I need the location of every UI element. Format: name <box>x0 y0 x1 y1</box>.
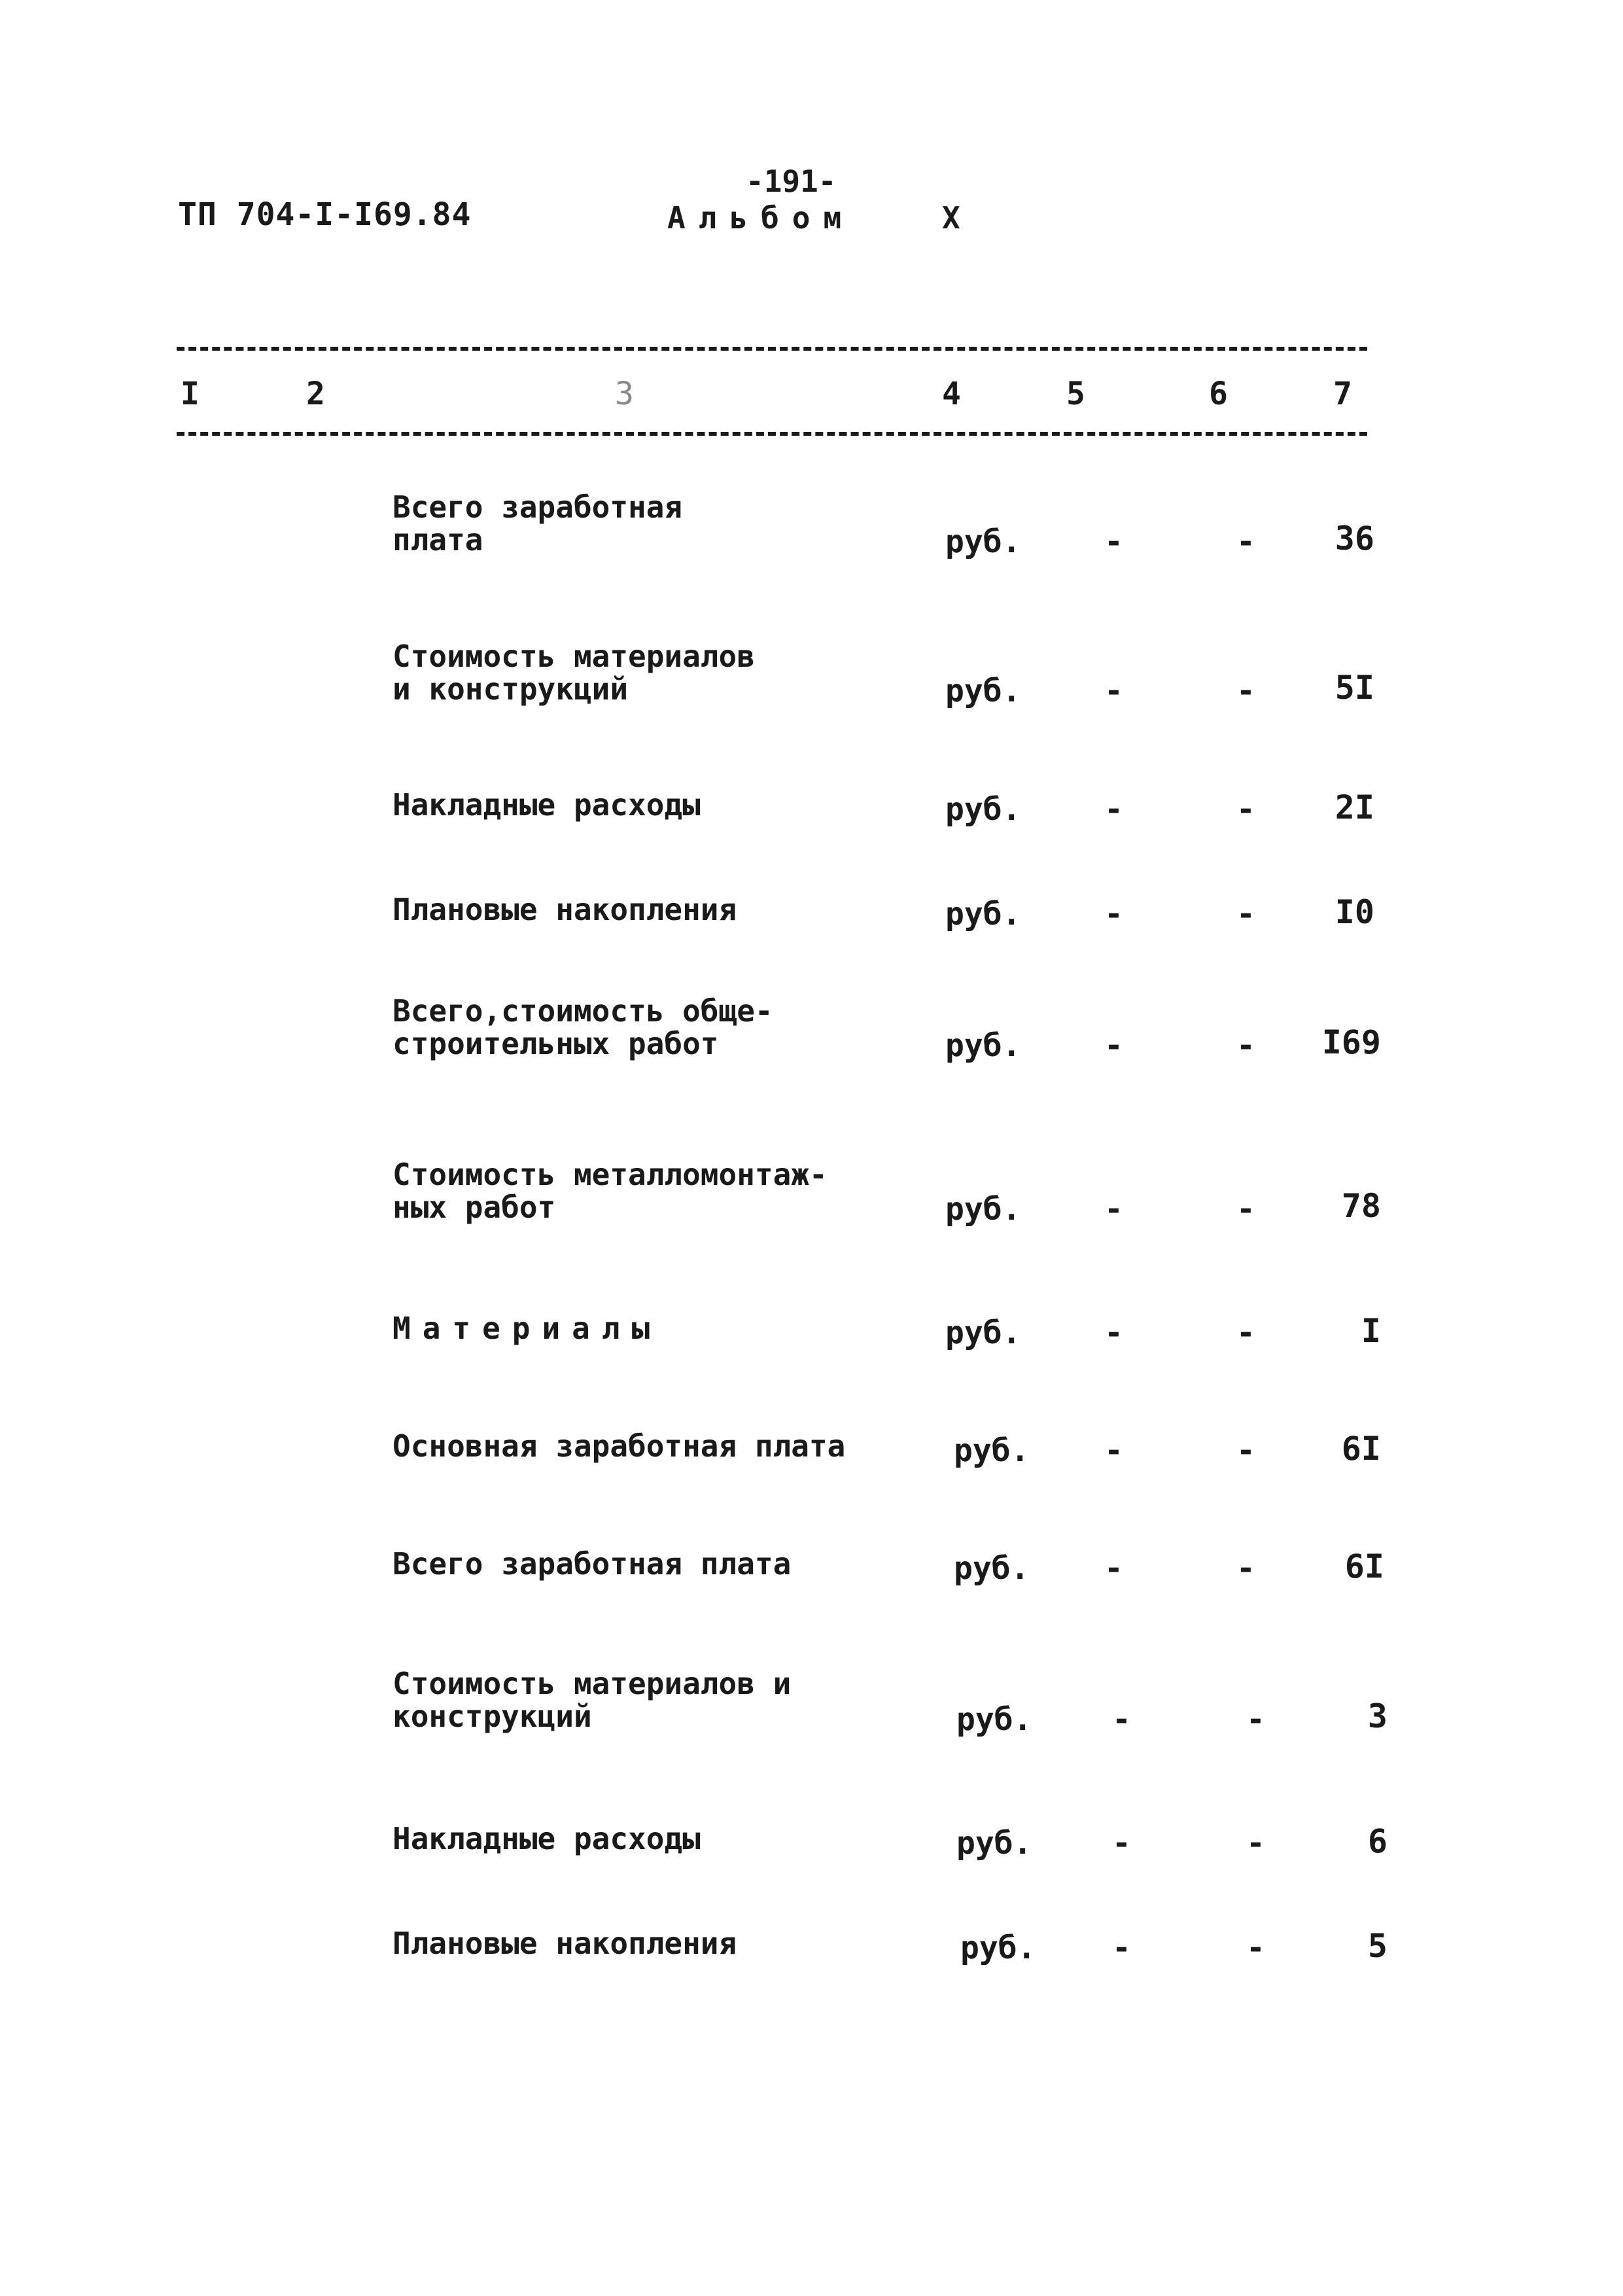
row-col5: - <box>1104 1315 1123 1351</box>
row-col6: - <box>1236 673 1255 709</box>
column-header-1: I <box>181 376 200 412</box>
row-label: Стоимость металломонтаж- ных работ <box>393 1157 828 1225</box>
row-col5: - <box>1112 1701 1131 1738</box>
document-code: ТП 704-I-I69.84 <box>178 196 472 233</box>
row-col6: - <box>1236 896 1255 932</box>
row-label: Накладные расходы <box>393 787 701 822</box>
row-value: 2I <box>1335 788 1374 826</box>
row-col5: - <box>1104 1191 1123 1227</box>
row-col6: - <box>1236 523 1255 560</box>
column-header-5: 5 <box>1066 376 1085 412</box>
row-value: I69 <box>1321 1023 1381 1061</box>
row-value: 6I <box>1344 1547 1384 1585</box>
row-label: Всего заработная плата <box>393 489 683 557</box>
row-col6: - <box>1236 1432 1255 1469</box>
row-col5: - <box>1104 1550 1123 1587</box>
row-label: Материалы <box>393 1311 662 1346</box>
row-col5: - <box>1104 1432 1123 1469</box>
row-col6: - <box>1236 1550 1255 1587</box>
row-unit: руб. <box>945 523 1021 560</box>
row-label: Всего заработная плата <box>393 1546 792 1581</box>
row-col5: - <box>1112 1930 1131 1966</box>
table-header-rule <box>177 432 1367 436</box>
row-value: 5 <box>1367 1927 1387 1965</box>
row-label: Всего,стоимость обще- строительных работ <box>393 993 773 1061</box>
column-header-6: 6 <box>1209 376 1228 412</box>
row-label: Накладные расходы <box>393 1821 701 1856</box>
row-col5: - <box>1112 1825 1131 1862</box>
row-col6: - <box>1246 1825 1265 1862</box>
row-label: Плановые накопления <box>393 892 737 927</box>
row-col6: - <box>1246 1930 1265 1966</box>
row-unit: руб. <box>945 1315 1021 1351</box>
column-header-4: 4 <box>942 376 961 412</box>
row-col5: - <box>1104 896 1123 932</box>
column-header-2: 2 <box>306 376 325 412</box>
row-col6: - <box>1236 791 1255 828</box>
row-value: 5I <box>1335 669 1374 707</box>
row-col5: - <box>1104 791 1123 828</box>
row-unit: руб. <box>956 1701 1032 1738</box>
column-header-7: 7 <box>1333 376 1352 412</box>
row-unit: руб. <box>945 791 1021 828</box>
row-unit: руб. <box>956 1825 1032 1862</box>
row-value: 3 <box>1367 1697 1387 1735</box>
row-col6: - <box>1236 1027 1255 1064</box>
row-unit: руб. <box>960 1930 1036 1966</box>
row-col6: - <box>1246 1701 1265 1738</box>
album-label: Альбом <box>667 200 855 236</box>
row-col5: - <box>1104 673 1123 709</box>
row-value: 36 <box>1335 520 1374 557</box>
row-unit: руб. <box>954 1432 1030 1469</box>
row-unit: руб. <box>945 1027 1021 1064</box>
row-value: 78 <box>1341 1187 1381 1225</box>
row-value: 6 <box>1367 1822 1387 1860</box>
row-unit: руб. <box>945 673 1021 709</box>
row-col6: - <box>1236 1315 1255 1351</box>
row-value: 6I <box>1341 1430 1381 1468</box>
column-header-3: 3 <box>615 376 634 412</box>
row-col6: - <box>1236 1191 1255 1227</box>
row-value: I0 <box>1335 893 1374 931</box>
row-col5: - <box>1104 1027 1123 1064</box>
row-label: Плановые накопления <box>393 1926 737 1961</box>
row-label: Стоимость материалов и конструкций <box>393 639 755 707</box>
row-col5: - <box>1104 523 1123 560</box>
album-number: X <box>942 200 960 236</box>
page-number: -191- <box>746 164 837 199</box>
row-label: Основная заработная плата <box>393 1428 846 1464</box>
row-label: Стоимость материалов и конструкций <box>393 1666 792 1734</box>
row-unit: руб. <box>945 896 1021 932</box>
row-unit: руб. <box>954 1550 1030 1587</box>
row-value: I <box>1361 1312 1381 1350</box>
row-unit: руб. <box>945 1191 1021 1227</box>
table-top-rule <box>177 347 1367 351</box>
